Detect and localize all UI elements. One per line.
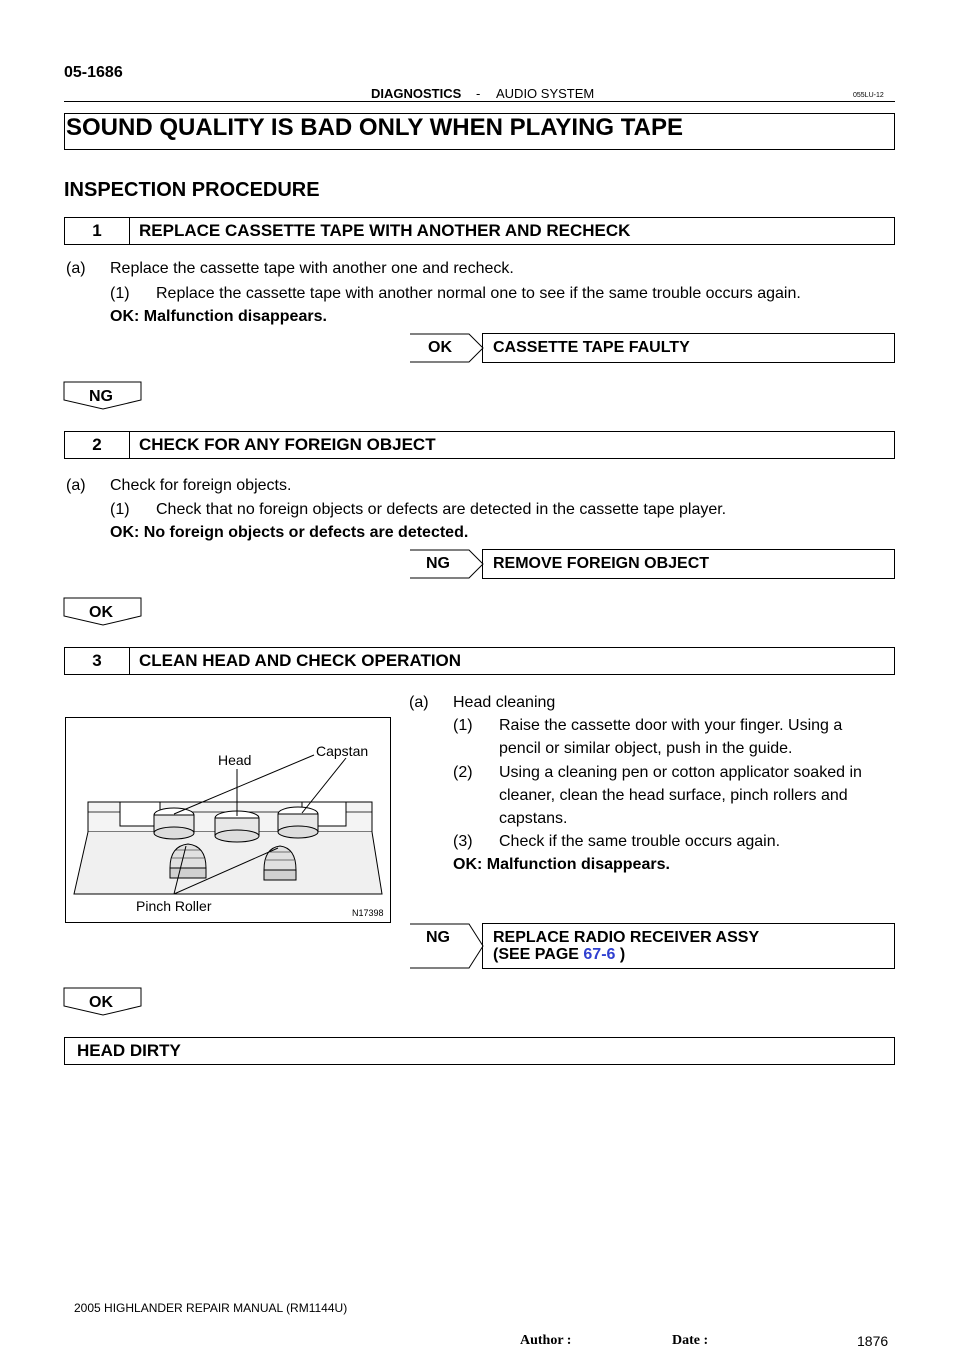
step-2-result-box <box>482 549 895 579</box>
step-3-item-1-line-2: pencil or similar object, push in the guide. <box>499 740 793 757</box>
step-3-result-box <box>482 923 895 969</box>
step-3-box <box>64 647 895 675</box>
final-result-text: HEAD DIRTY <box>77 1041 181 1060</box>
step-1-box <box>64 217 895 245</box>
step-3-item-1-line-1: Raise the cassette door with your finger. Using a <box>499 717 843 734</box>
procedure-heading: INSPECTION PROCEDURE <box>64 179 320 201</box>
step-1-a-text: Replace the cassette tape with another one and recheck. <box>110 260 514 277</box>
step-3-title: CLEAN HEAD AND CHECK OPERATION <box>139 651 462 670</box>
figure-head-cleaning <box>65 717 391 923</box>
step-3-item-1-label: (1) <box>453 717 473 734</box>
step-3-next-label: OK <box>89 994 113 1011</box>
step-2-ok-criteria: OK: No foreign objects or defects are detected. <box>110 524 469 541</box>
step-1-ok-criteria: OK: Malfunction disappears. <box>110 308 327 325</box>
step-1-next-label: NG <box>89 388 113 405</box>
step-2-number: 2 <box>65 432 130 458</box>
header-rule <box>64 101 895 102</box>
step-1-title: REPLACE CASSETTE TAPE WITH ANOTHER AND RECHECK <box>139 221 631 240</box>
step-3-result-label: NG <box>426 929 450 946</box>
figure-label-head: Head <box>218 752 252 768</box>
date-label: Date : <box>672 1333 709 1348</box>
step-1-sub1-text: Replace the cassette tape with another normal one to see if the same trouble occurs again. <box>156 285 801 302</box>
step-1-result-label: OK <box>428 339 452 356</box>
final-result-box <box>64 1037 895 1065</box>
step-3-result-line-2 <box>493 946 625 964</box>
page-code: 05-1686 <box>64 64 123 81</box>
step-2-next-label: OK <box>89 604 113 621</box>
see-page-suffix: ) <box>615 946 626 963</box>
figure-label-pinch-roller: Pinch Roller <box>136 898 212 914</box>
step-1-result-text: CASSETTE TAPE FAULTY <box>493 339 690 356</box>
header-dash: - <box>476 86 481 101</box>
step-3-item-2-label: (2) <box>453 764 473 781</box>
step-3-a-label: (a) <box>409 694 429 711</box>
step-3-result-line-1: REPLACE RADIO RECEIVER ASSY <box>493 929 760 946</box>
figure-label-capstan: Capstan <box>316 743 369 759</box>
doc-id: 055LU-12 <box>853 92 884 99</box>
footer-manual: 2005 HIGHLANDER REPAIR MANUAL (RM1144U) <box>74 1301 348 1315</box>
step-1-sub1-label: (1) <box>110 285 130 302</box>
step-2-result-label: NG <box>426 555 450 572</box>
step-3-item-2-line-3: capstans. <box>499 810 568 827</box>
page-title: SOUND QUALITY IS BAD ONLY WHEN PLAYING TAPE <box>66 114 683 141</box>
step-2-a-text: Check for foreign objects. <box>110 477 292 494</box>
step-2-sub1-text: Check that no foreign objects or defects are detected in the cassette tape player. <box>156 501 727 518</box>
step-3-ok-criteria: OK: Malfunction disappears. <box>453 856 670 873</box>
step-2-sub1-label: (1) <box>110 501 130 518</box>
step-3-item-3-line-1: Check if the same trouble occurs again. <box>499 833 781 850</box>
page-link[interactable]: 67-6 <box>583 946 616 963</box>
step-3-a-text: Head cleaning <box>453 694 556 711</box>
step-1-result-box <box>482 333 895 363</box>
step-2-title: CHECK FOR ANY FOREIGN OBJECT <box>139 435 436 454</box>
step-3-item-2-line-2: cleaner, clean the head surface, pinch rollers and <box>499 787 848 804</box>
step-2-a-label: (a) <box>66 477 86 494</box>
page-number: 1876 <box>857 1333 889 1349</box>
step-3-item-2-line-1: Using a cleaning pen or cotton applicator soaked in <box>499 764 862 781</box>
step-3-number: 3 <box>65 648 130 674</box>
step-1-a-label: (a) <box>66 260 86 277</box>
step-2-box <box>64 431 895 459</box>
header-section: DIAGNOSTICS <box>371 86 462 101</box>
header-subsection: AUDIO SYSTEM <box>496 86 595 101</box>
step-1-number: 1 <box>65 218 130 244</box>
see-page-prefix: (SEE PAGE <box>493 946 584 963</box>
figure-id: N17398 <box>352 908 384 918</box>
step-3-item-3-label: (3) <box>453 833 473 850</box>
step-2-result-text: REMOVE FOREIGN OBJECT <box>493 555 710 572</box>
author-label: Author : <box>520 1333 572 1348</box>
